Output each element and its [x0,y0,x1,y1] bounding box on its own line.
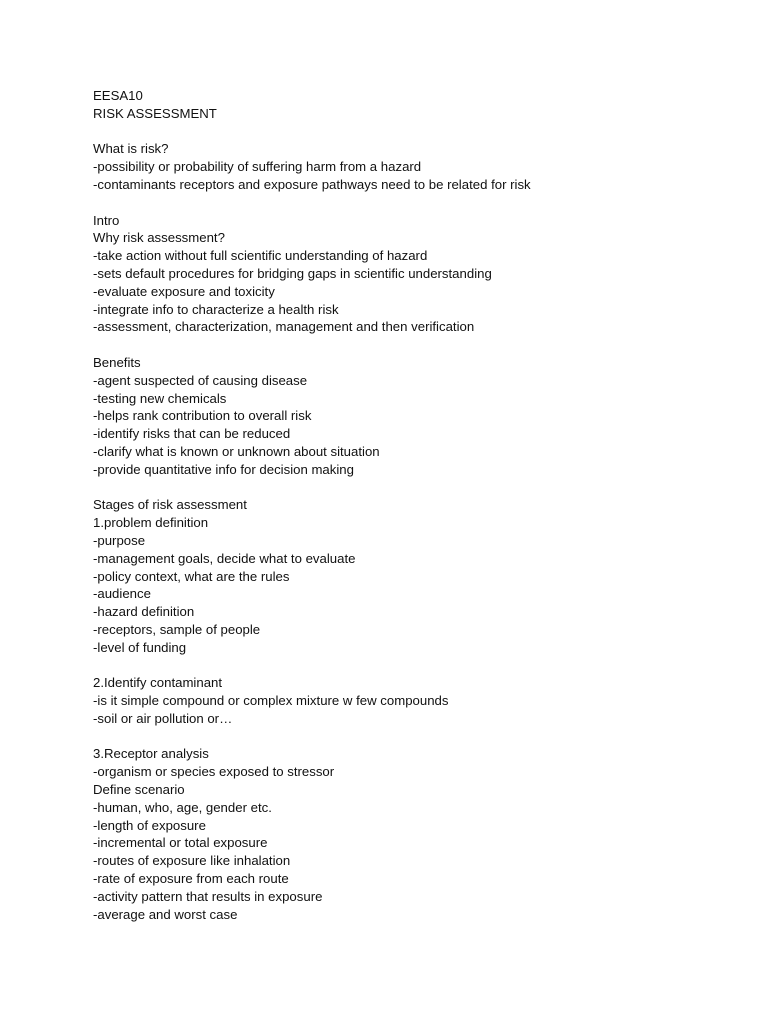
text-line: -average and worst case [93,906,238,922]
text-line: 3.Receptor analysis [93,746,209,762]
text-line: -identify risks that can be reduced [93,426,291,442]
blank-line [93,123,733,141]
document-page [93,87,733,923]
text-line: 1.problem definition [93,515,209,531]
text-line: -testing new chemicals [93,390,227,406]
text-line: -evaluate exposure and toxicity [93,283,275,299]
text-line: Stages of risk assessment [93,497,247,513]
text-line: -sets default procedures for bridging gaps in scientific understanding [93,265,492,281]
text-line: -human, who, age, gender etc. [93,799,272,815]
text-line: -receptors, sample of people [93,621,261,637]
text-line: -organism or species exposed to stressor [93,764,335,780]
text-line: -is it simple compound or complex mixture w few compounds [93,693,449,709]
text-line: -policy context, what are the rules [93,568,290,584]
blank-line [93,728,733,746]
text-line: -clarify what is known or unknown about situation [93,443,380,459]
text-line: -helps rank contribution to overall risk [93,408,312,424]
text-line: -integrate info to characterize a health risk [93,301,339,317]
text-line: -purpose [93,532,146,548]
text-line: EESA10 [93,88,143,103]
text-line: -possibility or probability of suffering harm from a hazard [93,159,422,175]
text-line: Intro [93,212,120,228]
text-line: -take action without full scientific understanding of hazard [93,248,428,264]
text-line: -hazard definition [93,604,195,620]
text-line: 2.Identify contaminant [93,675,223,691]
text-line: -management goals, decide what to evaluate [93,550,356,566]
text-line: -level of funding [93,639,187,655]
text-line: -incremental or total exposure [93,835,268,851]
text-line: -length of exposure [93,817,206,833]
text-line: -provide quantitative info for decision making [93,461,354,477]
text-line: Why risk assessment? [93,230,225,246]
text-line: -agent suspected of causing disease [93,372,308,388]
text-line: -rate of exposure from each route [93,871,289,887]
text-line: Benefits [93,354,141,370]
blank-line [93,657,733,675]
text-line: -routes of exposure like inhalation [93,853,291,869]
blank-line [93,194,733,212]
text-line: RISK ASSESSMENT [93,105,217,121]
text-line: -audience [93,586,151,602]
text-line: -soil or air pollution or… [93,710,233,726]
text-line: -activity pattern that results in exposure [93,888,323,904]
text-line: What is risk? [93,141,169,157]
text-line: -assessment, characterization, management and then verification [93,319,475,335]
text-line: -contaminants receptors and exposure pathways need to be related for risk [93,176,531,192]
text-line: Define scenario [93,782,185,798]
blank-line [93,336,733,354]
blank-line [93,479,733,497]
